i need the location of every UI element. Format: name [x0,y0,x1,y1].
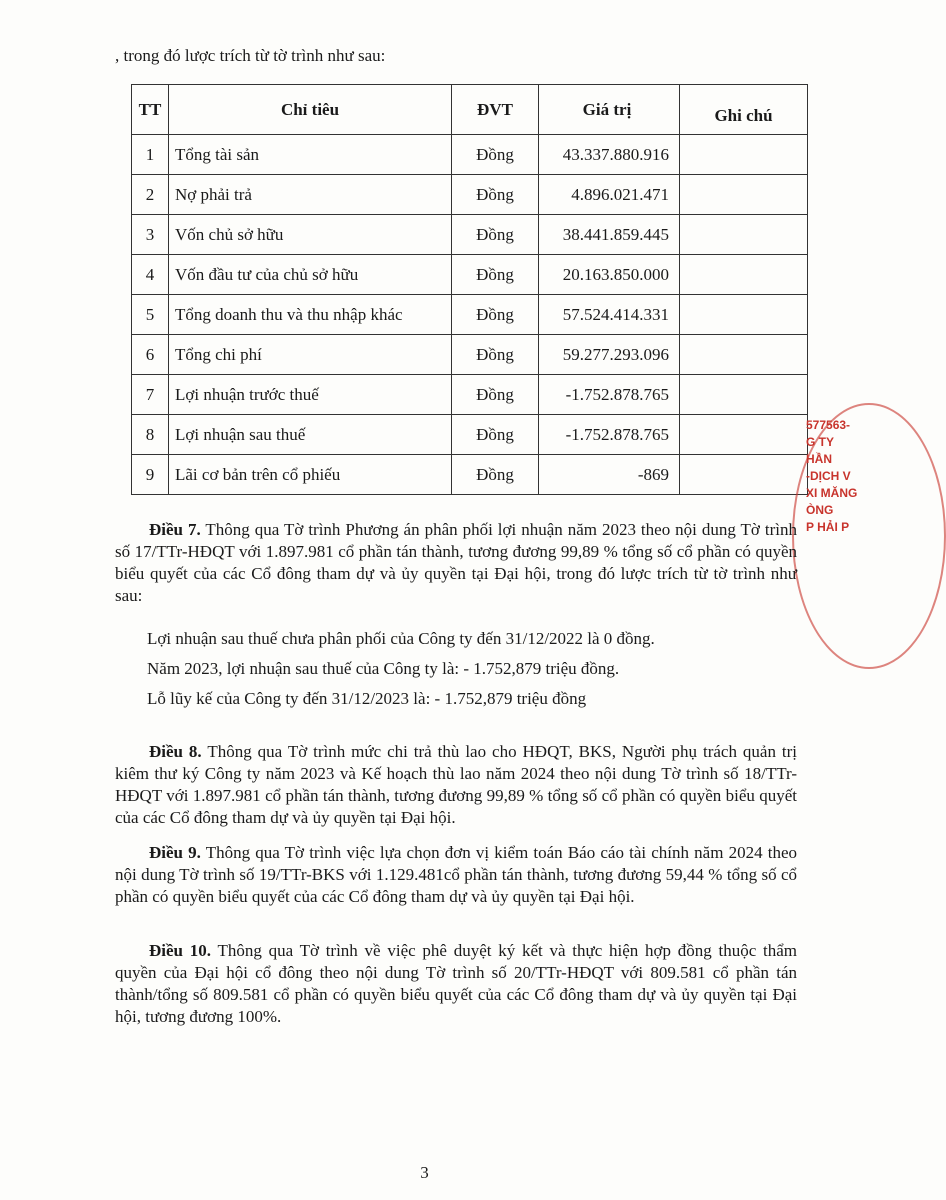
row-value: 43.337.880.916 [539,135,680,175]
row-unit: Đồng [452,135,539,175]
row-note [680,295,808,335]
row-tt: 9 [132,455,169,495]
row-indicator: Lợi nhuận sau thuế [169,415,452,455]
stamp-line: XI MĂNG [806,486,858,500]
row-indicator: Lãi cơ bản trên cổ phiếu [169,455,452,495]
article-9 [115,842,797,908]
stamp-line: ÒNG [806,503,834,517]
company-stamp [792,403,882,665]
table-row [132,135,808,175]
row-tt: 2 [132,175,169,215]
row-value: 20.163.850.000 [539,255,680,295]
row-note [680,335,808,375]
table-row [132,335,808,375]
article-7 [115,519,797,607]
table-row [132,255,808,295]
row-unit: Đồng [452,255,539,295]
row-value: 57.524.414.331 [539,295,680,335]
article-7-item-2: Năm 2023, lợi nhuận sau thuế của Công ty là: - 1.752,879 triệu đồng. [147,659,620,678]
stamp-line: G TY [806,435,835,449]
row-unit: Đồng [452,295,539,335]
table-body [132,135,808,495]
stamp-line: HẦN [806,452,832,466]
row-tt: 7 [132,375,169,415]
row-value: -869 [539,455,680,495]
table-row [132,455,808,495]
table-row [132,175,808,215]
row-note [680,175,808,215]
table-row [132,415,808,455]
article-9-label: Điều 9. [149,843,201,862]
stamp-line: P HẢI P [806,520,850,534]
article-7-item-1: Lợi nhuận sau thuế chưa phân phối của Công ty đến 31/12/2022 là 0 đồng. [147,629,655,648]
article-7-text: Thông qua Tờ trình Phương án phân phối lợi nhuận năm 2023 theo nội dung Tờ trình số 17/TTr-HĐQT với 1.897.981 cổ phần tán thành, tương đương 99,89 % tổng số cổ phần có quyền biểu quyết của các Cổ đông tham dự và ủy quyền tại Đại hội, trong đó lược trích từ tờ trình như sau: [115,520,797,605]
row-value: 38.441.859.445 [539,215,680,255]
header-note: Ghi chú [680,85,808,135]
row-unit: Đồng [452,375,539,415]
intro-text: , trong đó lược trích từ tờ trình như sau: [115,46,386,65]
row-value: -1.752.878.765 [539,375,680,415]
article-8-label: Điều 8. [149,742,202,761]
row-value: 59.277.293.096 [539,335,680,375]
article-8 [115,741,797,829]
row-indicator: Tổng tài sản [169,135,452,175]
row-unit: Đồng [452,215,539,255]
row-value: -1.752.878.765 [539,415,680,455]
article-7-label: Điều 7. [149,520,201,539]
row-value: 4.896.021.471 [539,175,680,215]
table-header-row [132,85,808,135]
row-note [680,415,808,455]
row-tt: 4 [132,255,169,295]
article-8-text: Thông qua Tờ trình mức chi trả thù lao cho HĐQT, BKS, Người phụ trách quản trị kiêm thư ký Công ty năm 2023 và Kế hoạch thù lao năm 2024 theo nội dung Tờ trình số 18/TTr-HĐQT với 1.897.981 cổ phần tán thành, tương đương 99,89 % tổng số cổ phần có quyền biểu quyết của các Cổ đông tham dự và ủy quyền tại Đại hội. [115,742,797,827]
header-indicator: Chỉ tiêu [169,85,452,135]
row-indicator: Vốn đầu tư của chủ sở hữu [169,255,452,295]
stamp-line: -DỊCH V [806,469,851,483]
row-unit: Đồng [452,455,539,495]
row-note [680,255,808,295]
row-unit: Đồng [452,175,539,215]
row-note [680,455,808,495]
row-note [680,375,808,415]
financial-table [131,84,808,495]
row-tt: 6 [132,335,169,375]
stamp-text [806,417,857,536]
header-unit: ĐVT [452,85,539,135]
row-indicator: Tổng doanh thu và thu nhập khác [169,295,452,335]
article-9-text: Thông qua Tờ trình việc lựa chọn đơn vị kiểm toán Báo cáo tài chính năm 2024 theo nội dung Tờ trình số 19/TTr-BKS với 1.129.481cổ phần tán thành, tương đương 59,44 % tổng số cổ phần có quyền biểu quyết của các Cổ đông tham dự và ủy quyền tại Đại hội. [115,843,797,906]
article-10 [115,940,797,1028]
row-indicator: Tổng chi phí [169,335,452,375]
row-indicator: Lợi nhuận trước thuế [169,375,452,415]
row-indicator: Vốn chủ sở hữu [169,215,452,255]
table-row [132,295,808,335]
row-note [680,215,808,255]
row-unit: Đồng [452,415,539,455]
article-10-text: Thông qua Tờ trình về việc phê duyệt ký kết và thực hiện hợp đồng thuộc thẩm quyền của Đại hội cổ đông theo nội dung Tờ trình số 20/TTr-HĐQT với 809.581 cổ phần tán thành/tổng số 809.581 cổ phần có quyền biểu quyết của các Cổ đông tham dự và ủy quyền tại Đại hội, tương đương 100%. [115,941,798,1026]
row-tt: 5 [132,295,169,335]
header-value: Giá trị [539,85,680,135]
table-row [132,215,808,255]
row-tt: 3 [132,215,169,255]
article-10-label: Điều 10. [149,941,211,960]
row-unit: Đồng [452,335,539,375]
header-tt: TT [132,85,169,135]
row-tt: 1 [132,135,169,175]
stamp-line: 577563- [806,418,851,432]
row-note [680,135,808,175]
article-7-item-3: Lỗ lũy kế của Công ty đến 31/12/2023 là: - 1.752,879 triệu đồng [147,689,587,708]
row-indicator: Nợ phải trả [169,175,452,215]
row-tt: 8 [132,415,169,455]
table-row [132,375,808,415]
page-number: 3 [420,1163,429,1182]
